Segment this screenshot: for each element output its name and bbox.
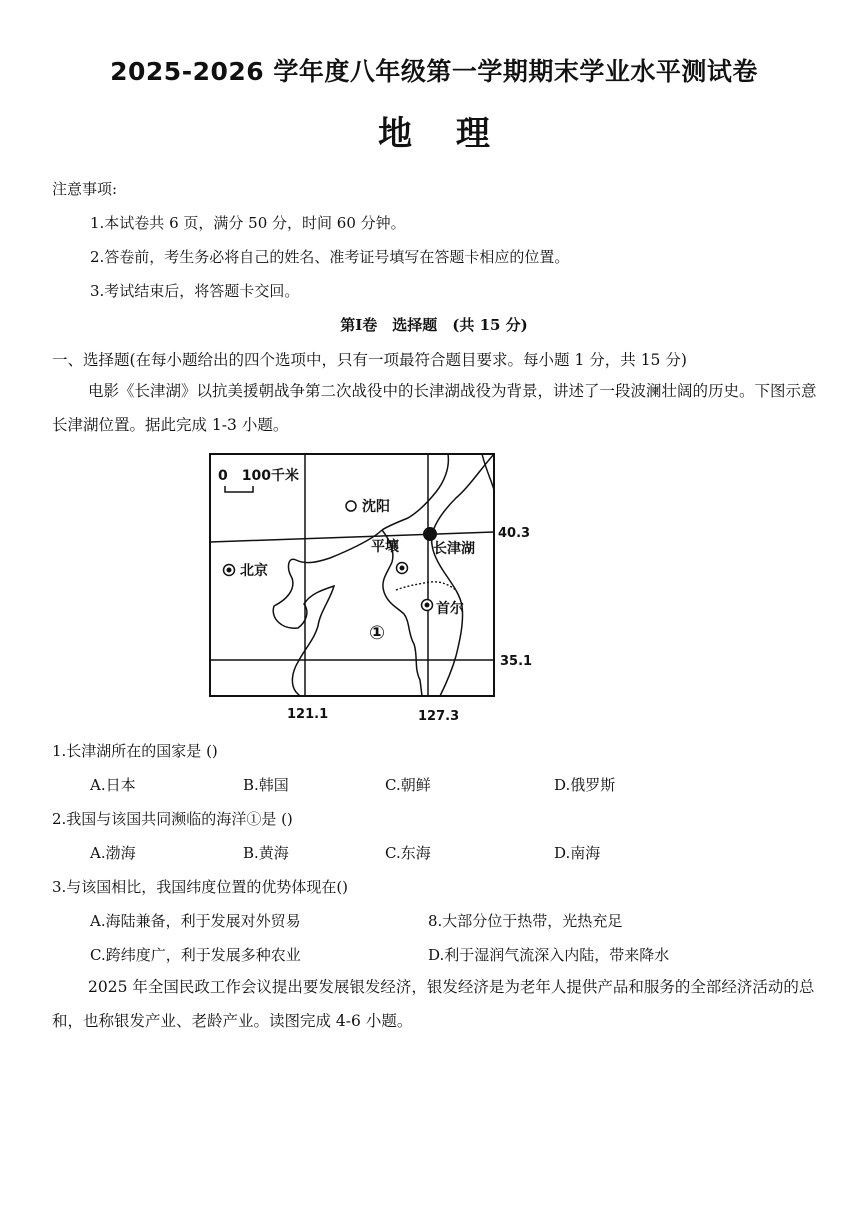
passage-1: 电影《长津湖》以抗美援朝战争第二次战役中的长津湖战役为背景，讲述了一段波澜壮阔的历史。下图示意长津湖位置。据此完成 1-3 小题。 <box>52 382 817 434</box>
seoul-marker-dot <box>425 603 430 608</box>
lat-label-40-3: 40.3 <box>498 526 531 541</box>
notes-heading: 注意事项: <box>52 180 118 198</box>
question-2-option-b: B.黄海 <box>243 844 289 862</box>
section-instruction: 一、选择题(在每小题给出的四个选项中，只有一项最符合题目要求。每小题 1 分，共 15 分) <box>52 351 687 369</box>
subject-title: 地 理 <box>378 114 506 154</box>
question-1-option-d: D.俄罗斯 <box>554 776 616 794</box>
shenyang-label: 沈阳 <box>362 499 390 515</box>
lon-label-127-3: 127.3 <box>418 709 460 724</box>
question-1-stem: 1.长津湖所在的国家是 () <box>52 742 218 760</box>
exam-title: 2025-2026 学年度八年级第一学期期末学业水平测试卷 <box>110 57 758 86</box>
beijing-marker-dot <box>227 568 232 573</box>
pyongyang-label: 平壤 <box>371 539 399 555</box>
lat-label-35-1: 35.1 <box>500 654 533 669</box>
question-3-option-d: D.利于湿润气流深入内陆，带来降水 <box>428 946 670 964</box>
question-1-option-b: B.韩国 <box>243 776 289 794</box>
section-title: 第Ⅰ卷 选择题 (共 15 分) <box>340 316 528 334</box>
shenyang-marker <box>346 501 356 511</box>
notes-item-2: 2.答卷前，考生务必将自己的姓名、准考证号填写在答题卡相应的位置。 <box>90 248 570 266</box>
question-3-option-c: C.跨纬度广，利于发展多种农业 <box>90 946 301 964</box>
question-3-option-b: 8.大部分位于热带，光热充足 <box>428 912 623 930</box>
notes-item-3: 3.考试结束后，将答题卡交回。 <box>90 282 300 300</box>
question-2-option-d: D.南海 <box>554 844 601 862</box>
passage-2: 2025 年全国民政工作会议提出要发展银发经济，银发经济是为老年人提供产品和服务的全部经济活动的总和，也称银发产业、老龄产业。读图完成 4-6 小题。 <box>52 978 815 1030</box>
question-3-stem: 3.与该国相比，我国纬度位置的优势体现在() <box>52 878 349 896</box>
sea-marker: ① <box>369 622 386 644</box>
beijing-label: 北京 <box>240 563 268 579</box>
scale-label: 0 100千米 <box>218 468 299 484</box>
question-3-option-a: A.海陆兼备，利于发展对外贸易 <box>90 912 301 930</box>
changjin-lake-marker <box>423 527 437 541</box>
question-1-option-c: C.朝鲜 <box>385 776 431 794</box>
question-2-option-a: A.渤海 <box>90 844 136 862</box>
question-2-stem: 2.我国与该国共同濒临的海洋①是 () <box>52 810 293 828</box>
question-2-option-c: C.东海 <box>385 844 431 862</box>
pyongyang-marker-dot <box>400 566 405 571</box>
lon-label-121-1: 121.1 <box>287 707 329 722</box>
changjin-lake-label: 长津湖 <box>433 541 475 557</box>
seoul-label: 首尔 <box>436 601 464 617</box>
notes-item-1: 1.本试卷共 6 页，满分 50 分，时间 60 分钟。 <box>90 214 406 232</box>
question-1-option-a: A.日本 <box>90 776 136 794</box>
